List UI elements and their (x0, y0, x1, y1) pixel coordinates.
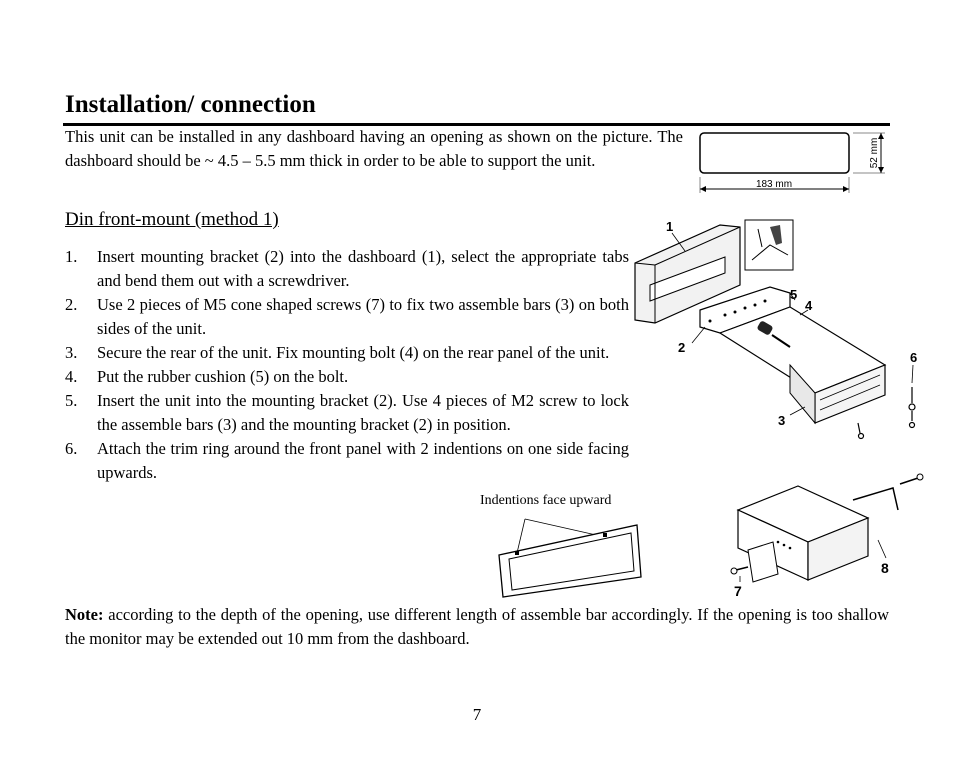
steps-list (65, 245, 629, 485)
step-text: Insert the unit into the mounting bracket (2). Use 4 pieces of M2 screw to lock the assemble bars (3) and the mounting bracket (2) in position. (97, 391, 629, 434)
list-item (65, 389, 629, 437)
step-number: 1. (65, 247, 78, 266)
step-number: 2. (65, 295, 78, 314)
installation-exploded-diagram (630, 215, 925, 440)
part-label: 6 (910, 350, 918, 365)
list-item (65, 437, 629, 485)
part-label: 2 (678, 340, 686, 355)
page-number: 7 (472, 705, 482, 724)
part-label: 7 (734, 583, 742, 599)
step-number: 4. (65, 367, 78, 386)
step-text: Secure the rear of the unit. Fix mounting bolt (4) on the rear panel of the unit. (97, 343, 610, 362)
step-text: Use 2 pieces of M5 cone shaped screws (7) to fix two assemble bars (3) on both sides of the unit. (97, 295, 629, 338)
page-title: Installation/ connection (65, 91, 316, 118)
note-text: according to the depth of the opening, use different length of assemble bar accordingly. If the opening is too shallow the monitor may be extended out 10 mm from the dashboard. (65, 605, 889, 648)
step-number: 5. (65, 391, 78, 410)
step-text: Attach the trim ring around the front panel with 2 indentions on one side facing upwards. (97, 439, 629, 482)
step-text: Insert mounting bracket (2) into the dashboard (1), select the appropriate tabs and bend them out with a screwdriver. (97, 247, 629, 290)
part-label: 3 (778, 413, 786, 428)
opening-dimension-diagram (695, 125, 895, 197)
list-item (65, 365, 629, 389)
step-text: Put the rubber cushion (5) on the bolt. (97, 367, 349, 386)
assemble-bar-diagram (728, 470, 928, 600)
step-number: 6. (65, 439, 78, 458)
step-number: 3. (65, 343, 78, 362)
part-label: 5 (790, 287, 798, 302)
part-label: 1 (666, 219, 674, 234)
note-paragraph (65, 603, 889, 651)
trim-ring-caption: Indentions face upward (480, 493, 612, 508)
height-dimension-label: 52 mm (869, 137, 880, 169)
note-label: Note: (65, 605, 104, 624)
part-label: 4 (805, 298, 813, 313)
list-item (65, 341, 629, 365)
list-item (65, 245, 629, 293)
section-subheading: Din front-mount (method 1) (65, 209, 279, 230)
width-dimension-label: 183 mm (755, 179, 793, 190)
trim-ring-diagram (495, 515, 645, 600)
intro-paragraph: This unit can be installed in any dashboard having an opening as shown on the picture. The dashboard should be ~ 4.5 – 5.5 mm thick in order to be able to support the unit. (65, 127, 683, 170)
list-item (65, 293, 629, 341)
part-label: 8 (881, 560, 889, 576)
